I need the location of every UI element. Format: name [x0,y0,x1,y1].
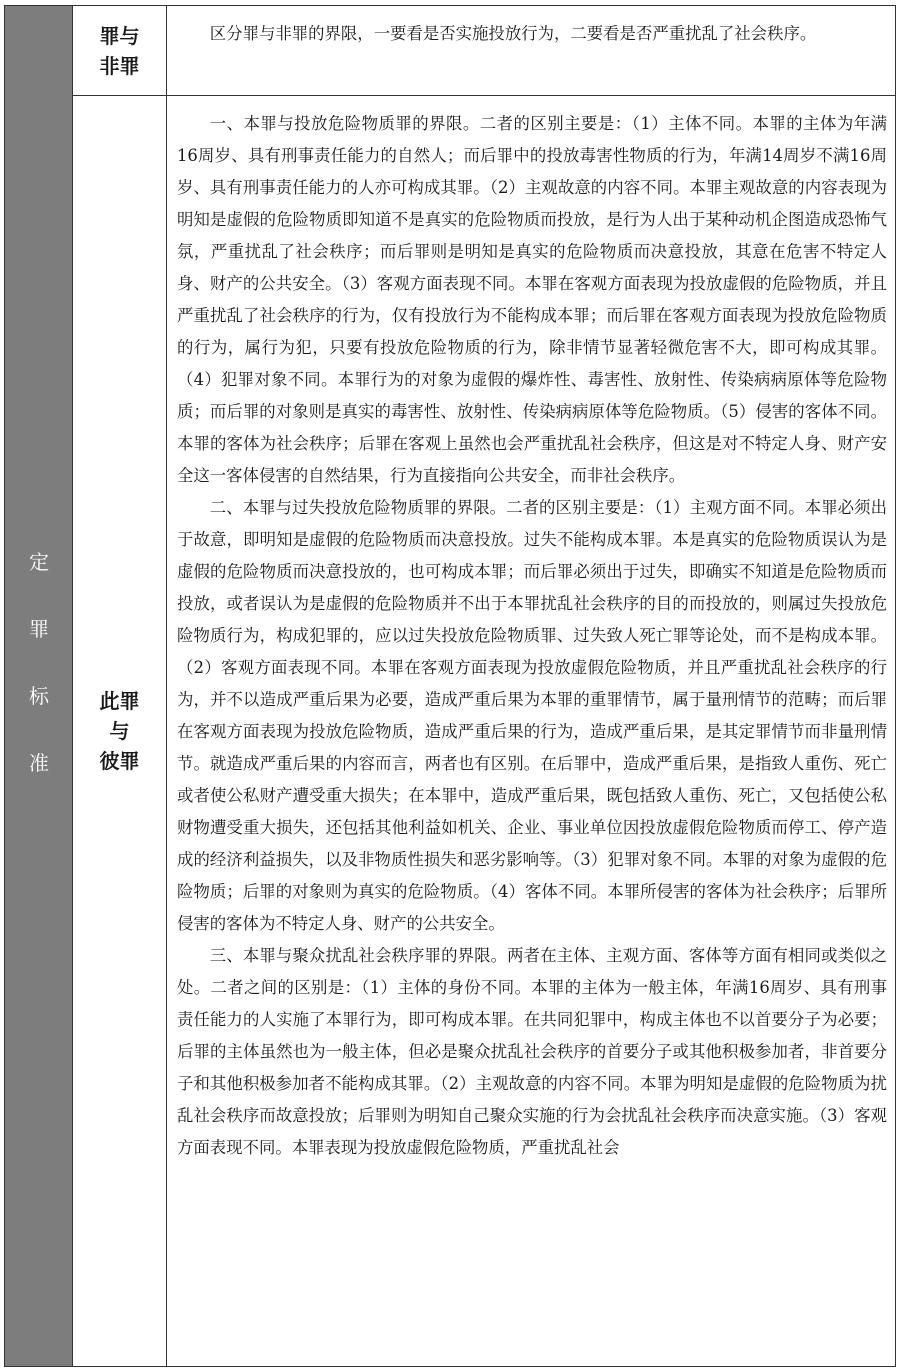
row-label-cell [73,96,167,1366]
row-content-cell [167,96,895,1366]
row-content-cell [167,6,895,95]
criteria-table [4,5,896,1367]
paragraph: 一、本罪与投放危险物质罪的界限。二者的区别主要是：（1）主体不同。本罪的主体为年满16周岁、具有刑事责任能力的自然人；而后罪中的投放毒害性物质的行为，年满14周岁不满16周岁、具有刑事责任能力的人亦可构成其罪。（2）主观故意的内容不同。本罪主观故意的内容表现为明知是虚假的危险物质即知道不是真实的危险物质而投放，是行为人出于某种动机企图造成恐怖气氛，严重扰乱了社会秩序；而后罪则是明知是真实的危险物质而决意投放，其意在危害不特定人身、财产的公共安全。（3）客观方面表现不同。本罪在客观方面表现为投放虚假的危险物质，并且严重扰乱了社会秩序的行为，仅有投放行为不能构成本罪；而后罪在客观方面表现为投放危险物质的行为，属行为犯，只要有投放危险物质的行为，除非情节显著轻微危害不大，即可构成其罪。（4）犯罪对象不同。本罪行为的对象为虚假的爆炸性、毒害性、放射性、传染病病原体等危险物质；而后罪的对象则是真实的毒害性、放射性、传染病病原体等危险物质。（5）侵害的客体不同。本罪的客体为社会秩序；后罪在客观上虽然也会严重扰乱社会秩序，但这是对不特定人身、财产安全这一客体侵害的自然结果，行为直接指向公共安全，而非社会秩序。 [177,114,887,485]
side-char: 标 [29,684,49,708]
row-label-line: 与 [109,719,130,743]
paragraph: 区分罪与非罪的界限，一要看是否实施投放行为，二要看是否严重扰乱了社会秩序。 [209,24,817,43]
row-this-vs-other-crime [73,96,895,1366]
row-label-line: 罪与 [99,23,140,48]
row-label-line: 此罪 [99,689,140,713]
row-label-cell [73,6,167,95]
paragraph: 三、本罪与聚众扰乱社会秩序罪的界限。两者在主体、主观方面、客体等方面有相同或类似之处。二者之间的区别是：（1）主体的身份不同。本罪的主体为一般主体，年满16周岁、具有刑事责任能力的人实施了本罪行为，即可构成本罪。在共同犯罪中，构成主体也不以首要分子为必要；后罪的主体虽然也为一般主体，但必是聚众扰乱社会秩序的首要分子或其他积极参加者，非首要分子和其他积极参加者不能构成其罪。（2）主观故意的内容不同。本罪为明知是虚假的危险物质为扰乱社会秩序而故意投放；后罪则为明知自己聚众实施的行为会扰乱社会秩序而决意实施。（3）客观方面表现不同。本罪表现为投放虚假危险物质，严重扰乱社会 [177,946,887,1157]
side-category-column [5,6,73,1366]
row-label-line: 彼罪 [99,749,140,773]
side-category-label [5,546,73,776]
side-char: 罪 [29,617,49,641]
row-crime-vs-noncrime [73,6,895,96]
side-char: 准 [29,751,49,775]
paragraph: 二、本罪与过失投放危险物质罪的界限。二者的区别主要是：（1）主观方面不同。本罪必须出于故意，即明知是虚假的危险物质而决意投放。过失不能构成本罪。本是真实的危险物质误认为是虚假的危险物质而决意投放的，也可构成本罪；而后罪必须出于过失，即确实不知道是危险物质而投放，或者误认为是虚假的危险物质并不出于本罪扰乱社会秩序的目的而投放的，则属过失投放危险物质行为，构成犯罪的，应以过失投放危险物质罪、过失致人死亡罪等论处，而不是构成本罪。（2）客观方面表现不同。本罪在客观方面表现为投放虚假危险物质，并且严重扰乱社会秩序的行为，并不以造成严重后果为必要，造成严重后果为本罪的重罪情节，属于量刑情节的范畴；而后罪在客观方面表现为投放危险物质，造成严重后果的行为，造成严重后果，是其定罪情节而非量刑情节。就造成严重后果的内容而言，两者也有区别。在后罪中，造成严重后果，是指致人重伤、死亡或者使公私财产遭受重大损失；在本罪中，造成严重后果，既包括致人重伤、死亡，又包括使公私财物遭受重大损失，还包括其他利益如机关、企业、事业单位因投放虚假危险物质而停工、停产造成的经济利益损失，以及非物质性损失和恶劣影响等。（3）犯罪对象不同。本罪的对象为虚假的危险物质；后罪的对象则为真实的危险物质。（4）客体不同。本罪所侵害的客体为社会秩序；后罪所侵害的客体为不特定人身、财产的公共安全。 [177,498,887,933]
side-char: 定 [29,550,49,574]
row-label-line: 非罪 [99,53,140,78]
